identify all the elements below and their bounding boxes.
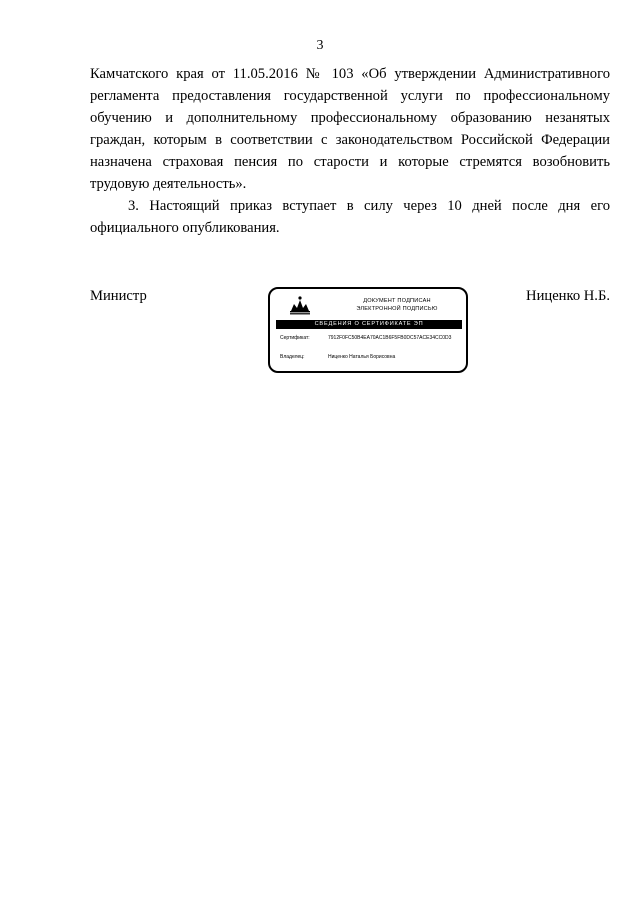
certificate-label: Сертификат:: [280, 335, 310, 341]
stamp-heading: [332, 297, 462, 313]
stamp-certificate-bar: СВЕДЕНИЯ О СЕРТИФИКАТЕ ЭП: [276, 320, 462, 329]
page-number: 3: [316, 38, 324, 53]
electronic-signature-stamp: [268, 287, 468, 373]
owner-value: Ниценко Наталья Борисовна: [328, 354, 396, 360]
owner-label: Владелец:: [280, 354, 305, 360]
stamp-heading-line2: ЭЛЕКТРОННОЙ ПОДПИСЬЮ: [356, 306, 438, 312]
stamp-heading-line1: ДОКУМЕНТ ПОДПИСАН: [363, 298, 431, 304]
paragraph-item-3: 3. Настоящий приказ вступает в силу через 10 дней после дня его официального опубликования.: [90, 198, 610, 236]
paragraph-continuation: Камчатского края от 11.05.2016 № 103 «Об утверждении Административного регламента предоставления государственной услуги по профессиональному обучению и дополнительному профессиональному образованию незанятых граждан, которым в соответствии с законодательством Российской Федерации назначена страховая пенсия по старости и которые стремятся возобновить трудовую деятельность».: [90, 66, 610, 192]
document-body: [90, 63, 610, 239]
emblem-icon: [289, 295, 311, 315]
certificate-value: 7912F0FC50B4EA70AC1B6F5FB0DC57ACE34CC0D3: [328, 335, 452, 341]
signer-title: Министр: [90, 288, 147, 304]
signer-name: Ниценко Н.Б.: [526, 288, 610, 304]
